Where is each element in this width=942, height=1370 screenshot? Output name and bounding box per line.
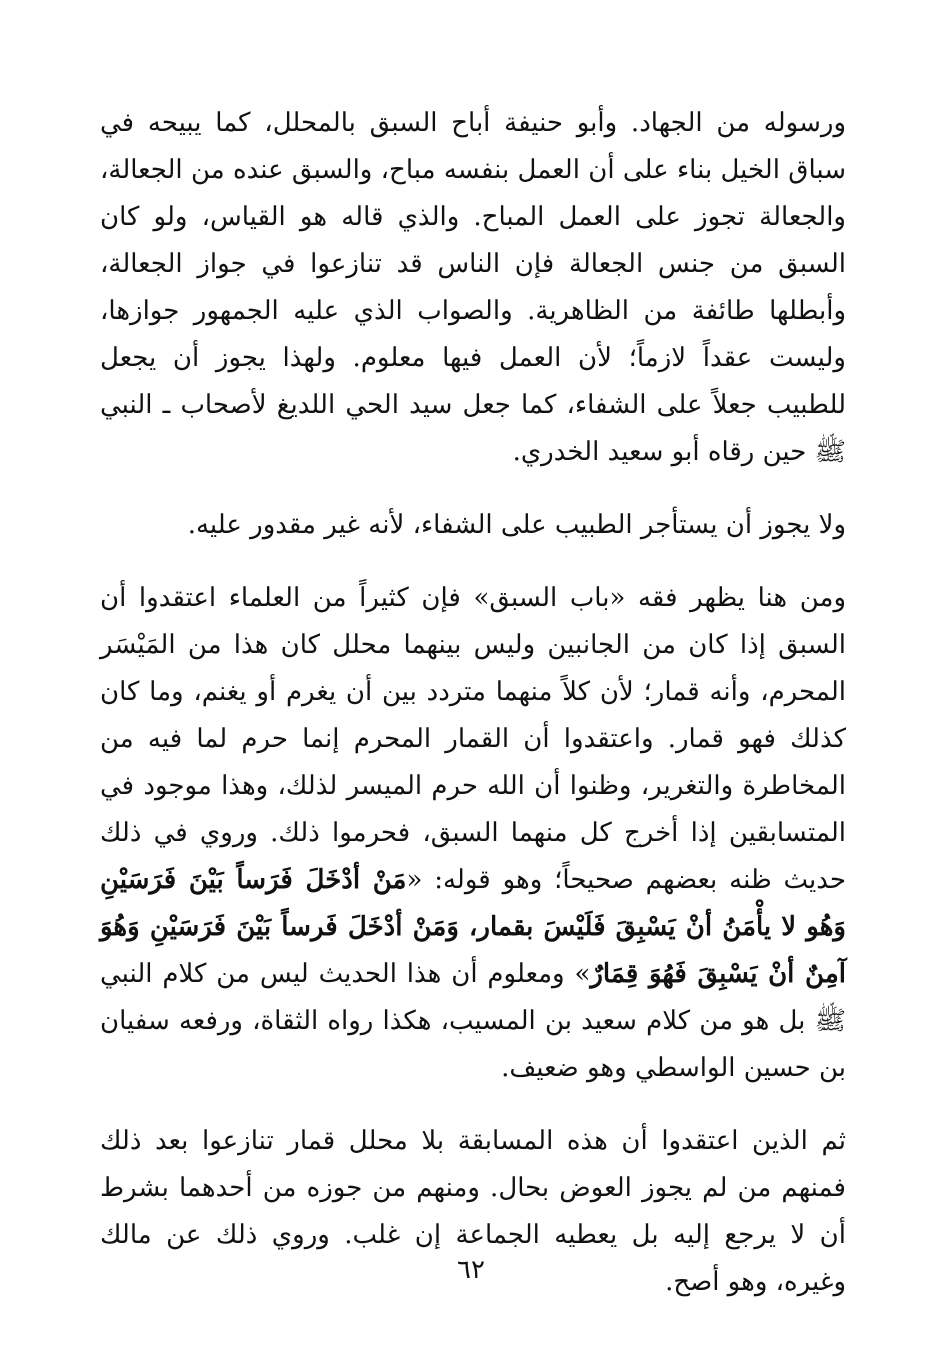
paragraph-3-text-after: » ومعلوم أن هذا الحديث ليس من كلام النبي ﷺ بل هو من كلام سعيد بن المسيب، هكذا رواه الثقاة، ورفعه سفيان بن حسين الواسطي وهو ضعيف. bbox=[100, 959, 846, 1083]
paragraph-3 bbox=[100, 575, 846, 1092]
paragraph-3-text-before: ومن هنا يظهر فقه «باب السبق» فإن كثيراً من العلماء اعتقدوا أن السبق إذا كان من الجانبين وليس بينهما محلل كان هذا من المَيْسَر المحرم، وأنه قمار؛ لأن كلاً منهما متردد بين أن يغرم أو يغنم، وما كان كذلك فهو قمار. واعتقدوا أن القمار المحرم إنما حرم لما فيه من المخاطرة والتغرير، وظنوا أن الله حرم الميسر لذلك، وهذا موجود في المتسابقين إذا أخرج كل منهما السبق، فحرموا ذلك. وروي في ذلك حديث ظنه بعضهم صحيحاً؛ وهو قوله: « bbox=[100, 583, 846, 895]
book-page-body bbox=[100, 100, 846, 1306]
paragraph-2: ولا يجوز أن يستأجر الطبيب على الشفاء، لأنه غير مقدور عليه. bbox=[187, 510, 846, 540]
page-number: ٦٢ bbox=[457, 1255, 485, 1285]
paragraph-4: ثم الذين اعتقدوا أن هذه المسابقة بلا محلل قمار تنازعوا بعد ذلك فمنهم من لم يجوز العوض بحال. ومنهم من جوزه من أحدهما بشرط أن لا يرجع إليه بل يعطيه الجماعة إن غلب. وروي ذلك عن مالك وغيره، وهو أصح. bbox=[100, 1126, 846, 1297]
paragraph-1: ورسوله من الجهاد. وأبو حنيفة أباح السبق بالمحلل، كما يبيحه في سباق الخيل بناء على أن العمل بنفسه مباح، والسبق عنده من الجعالة، والجعالة تجوز على العمل المباح. والذي قاله هو القياس، ولو كان السبق من جنس الجعالة فإن الناس قد تنازعوا في جواز الجعالة، وأبطلها طائفة من الظاهرية. والصواب الذي عليه الجمهور جوازها، وليست عقداً لازماً؛ لأن العمل فيها معلوم. ولهذا يجوز أن يجعل للطبيب جعلاً على الشفاء، كما جعل سيد الحي اللديغ لأصحاب ـ النبي ﷺ حين رقاه أبو سعيد الخدري. bbox=[100, 108, 846, 467]
hadith-quote: مَنْ أدْخَلَ فَرَساً بَيْنَ فَرَسَيْنِ وَهُو لا يأْمَنُ أنْ يَسْبِقَ فَلَيْسَ بقمار، وَمَنْ أدْخَلَ فَرساً بَيْنَ فَرَسَيْنِ وَهُوَ آمِنٌ أنْ يَسْبِقَ فَهُوَ قِمَارٌ bbox=[100, 865, 846, 989]
